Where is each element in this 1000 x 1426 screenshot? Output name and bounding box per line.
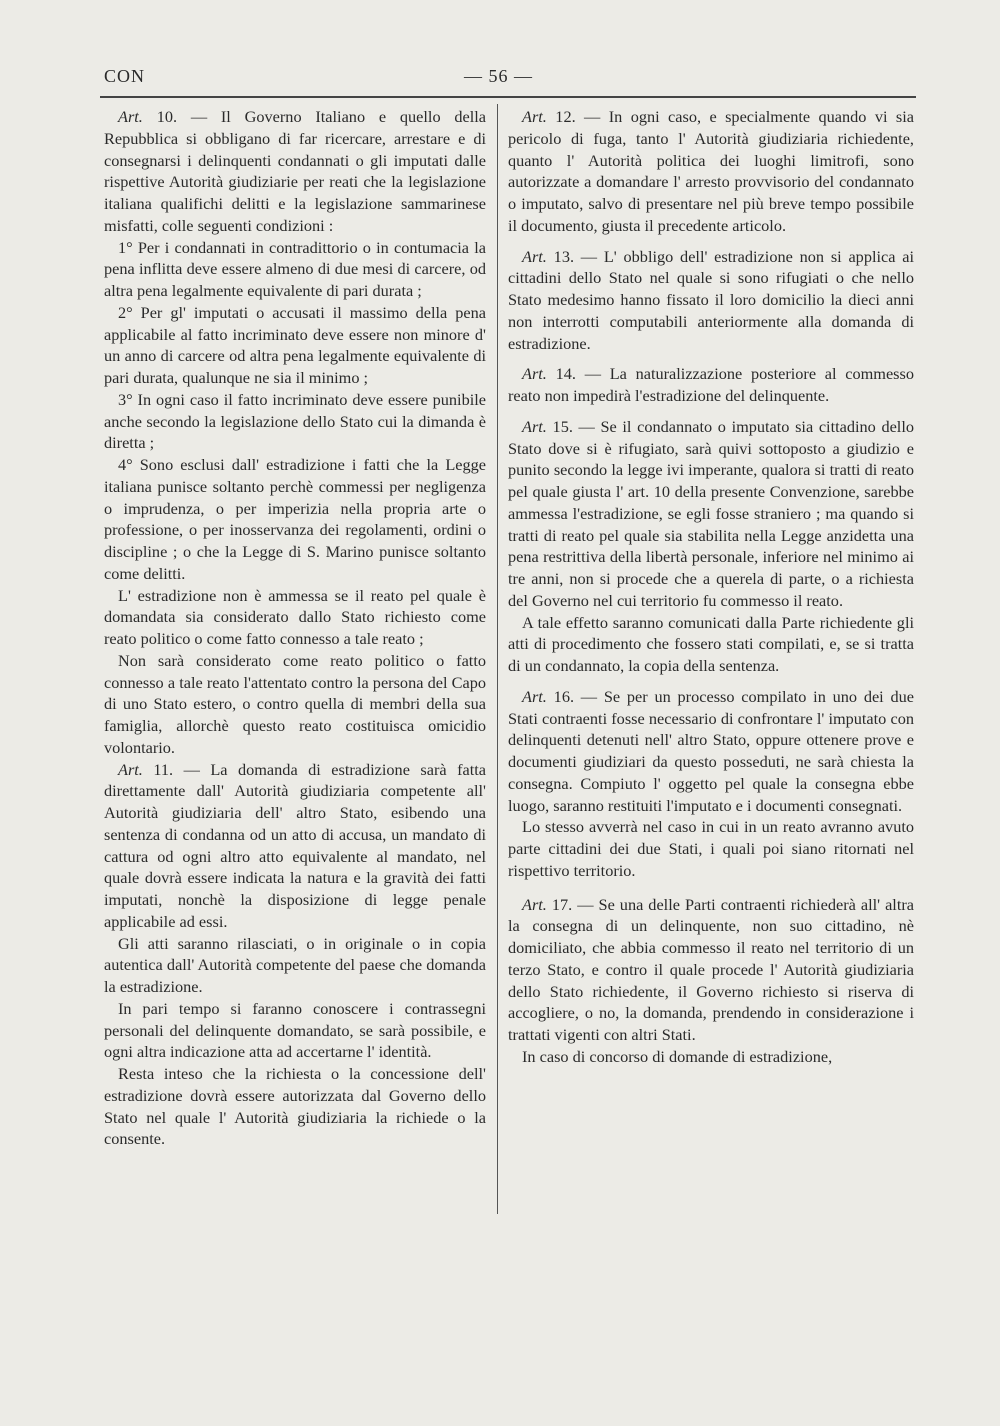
article-label: Art. bbox=[522, 416, 547, 436]
article-text: 12. — In ogni caso, e specialmente quando vi sia pericolo di fuga, tanto l' Autorità giudiziaria richiedente, quanto l' Autorità politica dei luoghi limitrofi, sono autorizzate a domandare l' arresto provvisorio del condannato o imputato, salvo di presentare nel più breve tempo possibile il documento, giusta il precedente articolo. bbox=[508, 107, 914, 235]
left-column bbox=[104, 106, 486, 1150]
article-16 bbox=[508, 686, 914, 817]
article-17 bbox=[508, 894, 914, 1046]
article-14 bbox=[508, 363, 914, 407]
paragraph: Gli atti saranno rilasciati, o in originale o in copia autentica dall' Autorità competente del paese che domanda la estradizione. bbox=[104, 933, 486, 996]
article-text: 10. — Il Governo Italiano e quello della Repubblica si obbligano di far ricercare, arrestare e di consegnarsi i delinquenti condannati o gli imputati dalle rispettive Autorità giudiziarie per reati che la legislazione italiana qualifichi delitti e la legislazione sammarinese misfatti, colle seguenti condizioni : bbox=[104, 107, 487, 235]
article-text: 14. — La naturalizzazione posteriore al commesso reato non impedirà l'estradizione del delinquente. bbox=[508, 364, 914, 405]
article-label: Art. bbox=[522, 686, 547, 706]
paragraph: Lo stesso avverrà nel caso in cui in un reato avranno avuto parte cittadini dei due Stati, i quali poi siano ritornati nel rispettivo territorio. bbox=[508, 817, 914, 880]
page-header bbox=[104, 62, 914, 92]
article-text: 16. — Se per un processo compilato in uno dei due Stati contraenti fosse necessario di confrontare l' imputato con delinquenti detenuti nell' altro Stato, oppure ottenere prove e documenti giudiziari da questo posseduti, ne sarà chiesta la consegna. Compiuto l' oggetto pel quale la consegna ebbe luogo, saranno restituiti l'imputato e i documenti consegnati. bbox=[508, 686, 914, 815]
paragraph: 3° In ogni caso il fatto incriminato deve essere punibile anche secondo la legislazione dello Stato cui la dimanda è diretta ; bbox=[104, 389, 486, 453]
paragraph: A tale effetto saranno comunicati dalla Parte richiedente gli atti di procedimento che fossero stati compilati, e, se si tratta di un condannato, la copia della sentenza. bbox=[508, 612, 914, 675]
page-number: — 56 — bbox=[464, 66, 533, 86]
article-text: 17. — Se una delle Parti contraenti richiederà all' altra la consegna di un delinquente, non suo cittadino, nè domiciliato, che abbia commesso il reato nel territorio di un terzo Stato, e contro il quale procede l' Autorità giudiziaria dello Stato richiedente, il Governo richiesto si riserva di accogliere, o no, la domanda, prendendo in considerazione i trattati vigenti con altri Stati. bbox=[508, 894, 914, 1044]
header-rule bbox=[100, 96, 916, 98]
article-13 bbox=[508, 246, 914, 355]
paragraph: Resta inteso che la richiesta o la concessione dell' estradizione dovrà essere autorizzata dal Governo dello Stato nel quale l' Autorità giudiziaria la richiede o la consente. bbox=[104, 1064, 486, 1149]
running-head: CON bbox=[104, 66, 146, 86]
column-divider bbox=[497, 104, 498, 1214]
article-10 bbox=[104, 106, 486, 237]
article-15 bbox=[508, 416, 914, 612]
article-text: 13. — L' obbligo dell' estradizione non si applica ai cittadini dello Stato nel quale si sono rifugiati o che nello Stato medesimo hanno fissato il loro domicilio la dieci anni non interrotti computabili anteriormente alla domanda di estradizione. bbox=[508, 246, 914, 353]
article-12 bbox=[508, 106, 914, 237]
paragraph: L' estradizione non è ammessa se il reato pel quale è domandata sia considerato dallo Stato richiesto come reato politico o come fatto connesso a tale reato ; bbox=[104, 585, 486, 648]
paragraph: 1° Per i condannati in contradittorio o in contumacia la pena inflitta deve essere almeno di due mesi di carcere, od altra pena legalmente equivalente di pari durata ; bbox=[104, 237, 486, 300]
right-column bbox=[508, 106, 914, 1068]
article-11 bbox=[104, 759, 486, 933]
paragraph: 2° Per gl' imputati o accusati il massimo della pena applicabile al fatto incriminato deve essere non minore d' un anno di carcere od altra pena legalmente equivalente di pari durata, qualunque ne sia il minimo ; bbox=[104, 302, 486, 387]
paragraph: 4° Sono esclusi dall' estradizione i fatti che la Legge italiana punisce soltanto perchè commessi per negligenza o imprudenza, o per imperizia nella propria arte o professione, o per inosservanza dei regolamenti, ordini o discipline ; o che la Legge di S. Marino punisce soltanto come delitti. bbox=[104, 455, 486, 583]
article-text: 11. — La domanda di estradizione sarà fatta direttamente dall' Autorità giudiziaria competente all' Autorità giudiziaria dell' altro Stato, esibendo una sentenza di condanna od un atto di accusa, un mandato di cattura od ogni altro atto equivalente al mandato, nel quale dovrà essere indicata la natura e la gravità dei fatti imputati, nonchè la disposizione di legge penale applicabile ad essi. bbox=[104, 759, 487, 931]
paragraph: Non sarà considerato come reato politico o fatto connesso a tale reato l'attentato contro la persona del Capo di uno Stato estero, o contro quella di membri della sua famiglia, allorchè questo reato costituisca omicidio volontario. bbox=[104, 650, 486, 757]
article-label: Art. bbox=[522, 246, 547, 266]
article-label: Art. bbox=[118, 107, 143, 126]
paragraph: In caso di concorso di domande di estradizione, bbox=[522, 1046, 833, 1066]
paragraph: In pari tempo si faranno conoscere i contrassegni personali del delinquente domandato, se sarà possibile, e ogni altra indicazione atta ad accertarne l' identità. bbox=[104, 998, 486, 1062]
article-label: Art. bbox=[522, 107, 547, 126]
article-text: 15. — Se il condannato o imputato sia cittadino dello Stato dove si è rifugiato, sarà quivi sottoposto a giudizio e punito secondo la legge ivi imperante, qualora si tratti di reato pel quale giusta l' art. 10 della presente Convenzione, sarebbe ammessa l'estradizione, se egli fosse straniero ; ma quando si tratti di reato pel quale sia stabilita nella Legge anzidetta una pena restrittiva della libertà personale, inferiore nel minimo ai tre anni, non si procede che a querela di parte, o a richiesta del Governo nel cui territorio fu commesso il reato. bbox=[508, 416, 914, 610]
article-label: Art. bbox=[522, 894, 547, 914]
article-label: Art. bbox=[522, 364, 547, 384]
article-label: Art. bbox=[118, 759, 143, 779]
